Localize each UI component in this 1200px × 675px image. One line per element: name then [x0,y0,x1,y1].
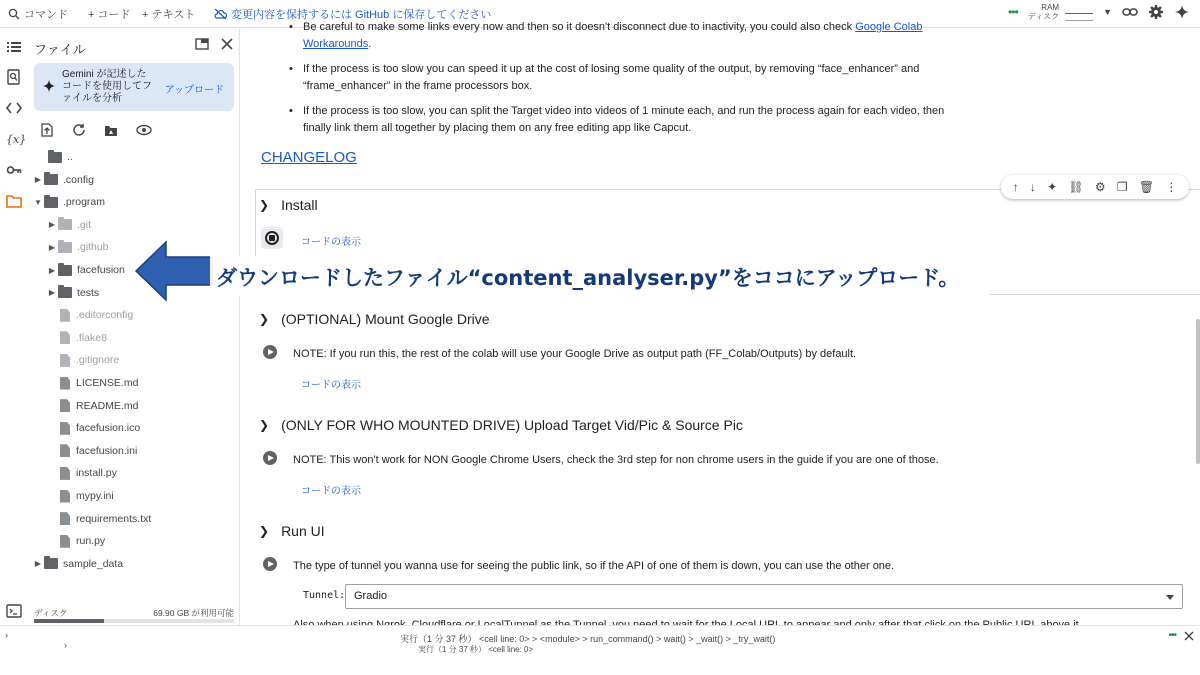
gemini-spark-icon[interactable] [1174,4,1190,20]
execution-status: 実行（1 分 37 秒） <cell line: 0> > <module> > run_command() > wait() > _wait() > _try_wait() [400,634,776,644]
file-item[interactable] [60,328,107,348]
section-install[interactable] [259,197,318,213]
chevron-down-icon[interactable]: ▼ [1103,7,1112,17]
tip-text: Be careful to make some links every now and then so it doesn't disconnect due to inactivity, you could also check [303,21,856,33]
add-text-label: + テキスト [142,9,196,21]
search-icon [8,8,20,20]
folder-icon[interactable] [6,193,22,209]
file-icon [60,444,70,457]
tree-item-label: facefusion [77,264,125,276]
gear-icon[interactable]: ⚙ [1094,180,1106,194]
file-icon [60,377,70,390]
annotation-caption: ダウンロードしたファイル“content_analyser.py”をココにアップロード。 [216,266,960,290]
open-in-tab-icon[interactable] [195,37,209,51]
file-item[interactable] [60,441,137,461]
status-bar [0,625,1200,675]
add-text-button[interactable] [142,6,195,22]
ram-graph [1065,3,1093,21]
mirror-cell-icon[interactable]: ❐ [1116,180,1128,194]
folder-icon [58,242,72,253]
stop-execution-button[interactable] [261,227,283,249]
file-item[interactable] [60,531,105,551]
section-title-upload: (ONLY FOR WHO MOUNTED DRIVE) Upload Target Vid/Pic & Source Pic [281,417,743,433]
move-down-icon[interactable]: ↓ [1029,180,1036,194]
command-palette-button[interactable] [8,6,68,22]
side-rail [0,29,28,625]
scrollbar-thumb[interactable] [1196,319,1200,464]
tree-item-label: run.py [76,535,106,548]
code-snippets-icon[interactable] [6,100,22,116]
show-hidden-files-icon[interactable] [136,123,152,137]
section-title-mount: (OPTIONAL) Mount Google Drive [281,311,490,327]
file-item[interactable] [60,373,138,393]
tree-item-label: .flake8 [76,331,107,344]
cloud-off-icon [214,8,227,20]
file-icon [60,490,70,503]
tip-text-end: . [368,38,372,50]
gemini-card-text: Gemini が記述したコードを使用してファイルを分析 [62,69,152,104]
tree-item-label: .config [63,173,94,186]
run-cell-button[interactable] [263,345,277,359]
folder-item[interactable] [32,554,123,574]
delete-icon[interactable]: 🗑 [1138,180,1155,194]
gemini-spark-icon[interactable]: ✦ [1047,180,1058,194]
chevron-right-icon: ❯ [259,312,270,326]
chevron-right-icon[interactable]: ▶ [48,288,56,298]
mount-note: NOTE: If you run this, the rest of the colab will use your Google Drive as output path (FF_Colab/Outputs) by default. [293,348,857,360]
mount-drive-icon[interactable] [104,123,118,137]
chevron-right-icon[interactable]: ▶ [34,559,42,569]
chevron-right-icon: ❯ [259,198,270,212]
folder-item[interactable] [48,147,73,167]
link-icon[interactable] [1122,4,1138,20]
link-icon[interactable]: ⛓ [1068,180,1084,194]
disk-usage-bar [34,619,234,623]
dropdown-caret-icon [1166,595,1174,600]
gear-icon[interactable] [1148,4,1164,20]
move-up-icon[interactable]: ↑ [1012,180,1019,194]
file-item[interactable] [60,486,114,506]
colab-workarounds-link[interactable]: Google Colab Workarounds [303,21,923,50]
section-title-run-ui: Run UI [281,523,325,539]
chevron-right-icon[interactable]: › [64,640,67,650]
folder-item[interactable] [46,215,91,235]
more-dots-icon[interactable]: ••• [1008,5,1018,19]
run-cell-button[interactable] [263,557,277,571]
file-icon [60,422,70,435]
tree-item-label: sample_data [63,557,124,570]
file-panel-tools [40,123,152,137]
file-panel [28,29,240,625]
file-icon [60,354,70,367]
folder-icon [58,265,72,276]
add-code-label: + コード [88,9,131,21]
file-item[interactable] [60,418,140,438]
tree-item-label: README.md [76,399,139,412]
run-ui-note: The type of tunnel you wanna use for seeing the public link, so if the API of one of them is down, you can use the other one. [293,560,895,572]
file-icon [60,535,70,548]
gemini-suggestion-card[interactable] [34,63,234,111]
tip-bullet-1 [289,19,949,53]
show-code-link-mount[interactable]: コードの表示 [301,380,361,391]
tree-item-label: .git [77,218,92,231]
file-item[interactable] [60,396,138,416]
file-panel-title: ファイル [34,42,86,57]
chevron-down-icon[interactable]: ▼ [34,197,42,207]
file-item[interactable] [60,509,151,529]
tree-item-label: install.py [76,467,117,480]
folder-icon [48,152,62,163]
disk-usage [34,607,234,619]
notebook-area [241,21,1200,625]
tree-item-label: .editorconfig [76,309,134,322]
chevron-right-icon: ❯ [259,418,270,432]
file-icon [60,467,70,480]
find-replace-icon[interactable] [6,69,22,85]
show-code-link-install[interactable]: コードの表示 [301,237,361,248]
tree-item-label: LICENSE.md [76,377,139,389]
folder-icon [44,197,58,208]
command-label: コマンド [24,9,68,21]
file-item[interactable] [60,350,119,370]
file-icon [60,331,70,344]
disk-usage-label: ディスク [34,608,68,618]
disk-label: ディスク [1027,12,1060,21]
tip-bullet-2: • If the process is too slow you can speed it up at the cost of losing some quality of the output, by removing “face_enhancer” and “frame_enhancer” in the frame processors box. [289,61,949,95]
tunnel-selected-value: Gradio [354,590,388,602]
section-title-install: Install [281,197,318,213]
folder-item[interactable] [46,283,99,303]
tunnel-select[interactable] [345,584,1183,609]
tree-item-label: mypy.ini [76,490,114,502]
disk-free-text: 69.90 GB が利用可能 [153,608,234,618]
chevron-right-icon: ❯ [259,524,270,538]
chevron-right-icon[interactable]: › [5,630,8,640]
tree-item-label: tests [77,286,100,299]
tree-item-label: .program [63,196,106,209]
file-item[interactable] [60,305,133,325]
chevron-right-icon[interactable]: ▶ [34,175,42,185]
section-upload[interactable] [259,417,743,433]
annotation-arrow-icon [134,240,214,302]
chevron-right-icon[interactable]: ▶ [48,265,56,275]
key-icon[interactable] [6,162,22,178]
tree-item-label: .. [67,151,73,163]
resource-monitor[interactable] [1028,3,1093,21]
gemini-upload-button[interactable]: アップロード [164,85,224,96]
tip-bullet-3: • If the process is too slow, you can split the Target video into videos of 1 minute each, and run the process again for each video, then finally link them all together by placing them on any free editing app like Capcut. [289,103,949,137]
more-dots-icon[interactable]: ••• [1168,630,1176,641]
folder-item[interactable] [46,260,125,280]
tree-item-label: .github [77,241,109,254]
add-code-button[interactable] [88,6,130,22]
refresh-icon[interactable] [72,123,86,137]
file-icon [60,399,70,412]
upload-file-icon[interactable] [40,123,54,137]
cell-toolbar [1001,175,1189,199]
file-icon [60,309,70,322]
chevron-right-icon[interactable]: ▶ [48,220,56,230]
tree-item-label: facefusion.ini [76,444,138,457]
file-item[interactable] [60,463,117,483]
folder-icon [44,174,58,185]
folder-item[interactable] [46,237,109,257]
folder-item[interactable] [32,192,105,212]
execution-substatus: 実行（1 分 37 秒） <cell line: 0> [418,645,534,654]
close-icon[interactable] [1184,631,1194,641]
github-save-label: 変更内容を保持するには GitHub に保存してください [231,9,492,21]
tree-item-label: .gitignore [76,354,120,367]
folder-icon [58,219,72,230]
section-run-ui[interactable] [259,523,325,539]
changelog-link[interactable]: CHANGELOG [261,149,357,166]
ram-label: RAM [1041,3,1060,12]
show-code-link-upload[interactable]: コードの表示 [301,486,361,497]
tree-item-label: requirements.txt [76,512,152,525]
variables-icon[interactable] [6,131,27,147]
folder-item[interactable] [32,170,94,190]
table-of-contents-icon[interactable] [6,39,22,55]
upload-note: NOTE: This won't work for NON Google Chrome Users, check the 3rd step for non chrome users in the guide if you are one of those. [293,454,939,466]
folder-icon [44,558,58,569]
file-icon [60,512,70,525]
tunnel-label: Tunnel: [303,590,346,601]
close-icon[interactable] [220,37,234,51]
more-vert-icon[interactable]: ⋮ [1165,180,1178,194]
run-cell-button[interactable] [263,451,277,465]
folder-icon [58,287,72,298]
section-mount-drive[interactable] [259,311,490,327]
terminal-icon[interactable] [6,603,22,619]
svg-text:{x}: {x} [6,133,27,146]
tree-item-label: facefusion.ico [76,422,141,435]
gemini-spark-icon [42,79,56,93]
chevron-right-icon[interactable]: ▶ [48,242,56,252]
